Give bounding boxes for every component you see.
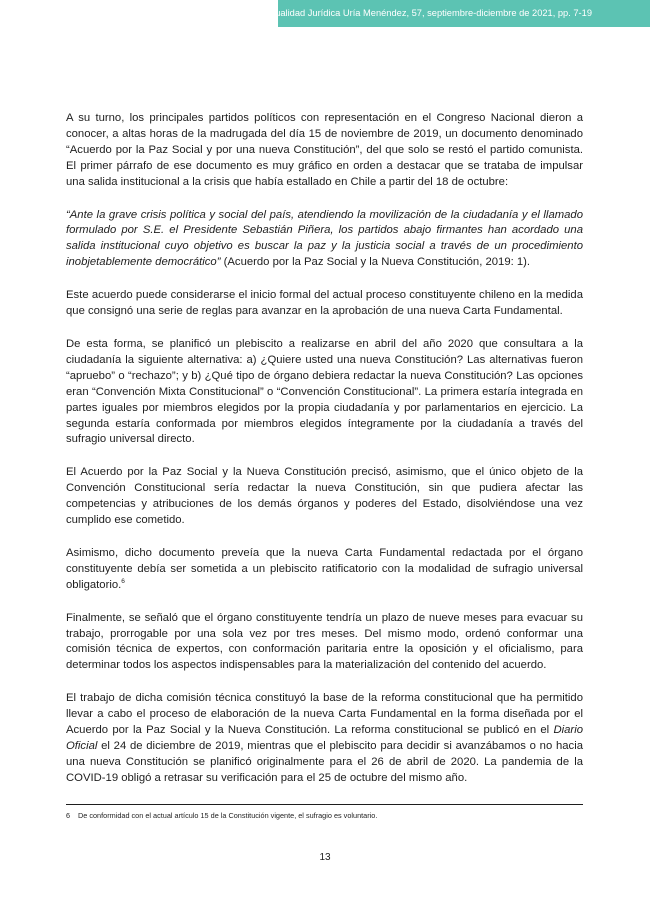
paragraph-1: A su turno, los principales partidos políticos con representación en el Congreso Nacional dieron a conocer, a altas horas de la madrugada del día 15 de noviembre de 2019, un documento denominado “Acuerdo por la Paz Social y por una nueva Constitución”, del que solo se restó el partido comunista. El primer párrafo de ese documento es muy gráfico en orden a destacar que se trataba de impulsar una salida institucional a la crisis que había estallado en Chile a partir del 18 de octubre: xyxy=(66,112,583,188)
paragraph-4: El Acuerdo por la Paz Social y la Nueva Constitución precisó, asimismo, que el único objeto de la Convención Constitucional sería redactar la nueva Constitución, sin que pudiera afectar las competencias y atribuciones de los demás órganos y poderes del Estado, disolviéndose una vez cumplido ese cometido. xyxy=(66,466,583,527)
paragraph-3: De esta forma, se planificó un plebiscito a realizarse en abril del año 2020 que consultara a la ciudadanía la siguiente alternativa: a) ¿Quiere usted una nueva Constitución? Las alternativas fueron “apruebo” o “rechazo”; y b) ¿Qué tipo de órgano debiera redactar la nueva Constitución? Las opciones eran “Convención Mixta Constitucional” o “Convención Constitucional”. La primera estaría integrada en partes iguales por miembros elegidos por la propia ciudadanía y por parlamentarios en ejercicio. La segunda estaría conformada por miembros elegidos íntegramente por la ciudadanía a través del sufragio universal directo. xyxy=(66,337,583,446)
paragraph-2: Este acuerdo puede considerarse el inicio formal del actual proceso constituyente chileno en la medida que consignó una serie de reglas para avanzar en la aprobación de una nueva Carta Fundamental. xyxy=(66,289,583,318)
paragraph-5 xyxy=(66,546,583,594)
paragraph-7-text-b: el 24 de diciembre de 2019, mientras que el plebiscito para decidir si avanzábamos o no hacia una nueva Constitución se planificó originalmente para el 26 de abril de 2020. La pandemia de la COVID-19 obligó a retrasar su verificación para el 25 de octubre del mismo año. xyxy=(66,740,583,784)
paragraph-5-text: Asimismo, dicho documento preveía que la nueva Carta Fundamental redactada por el órgano constituyente debía ser sometida a un plebiscito ratificatorio con la modalidad de sufragio universal obligatorio. xyxy=(66,546,583,591)
footnote-divider xyxy=(66,804,583,805)
quote-text: “Ante la grave crisis política y social del país, atendiendo la movilización de la ciudadanía y el llamado formulado por S.E. el Presidente Sebastián Piñera, los partidos abajo firmantes han acordado una salida institucional cuyo objetivo es buscar la paz y la justicia social a través de un procedimiento inobjetablemente democrático” xyxy=(66,208,583,269)
quote-citation: (Acuerdo por la Paz Social y la Nueva Constitución, 2019: 1). xyxy=(220,256,531,269)
paragraph-7 xyxy=(66,691,583,786)
quote-paragraph xyxy=(66,208,583,272)
running-header-text: Actualidad Jurídica Uría Menéndez, 57, septiembre-diciembre de 2021, pp. 7-19 xyxy=(261,8,592,18)
running-header-band xyxy=(261,0,650,27)
page-number: 13 xyxy=(319,852,331,863)
paragraph-7-text-a: El trabajo de dicha comisión técnica constituyó la base de la reforma constitucional que ha permitido llevar a cabo el proceso de elaboración de la nueva Carta Fundamental en la forma diseñada por el Acuerdo por la Paz Social y la Nueva Constitución. La reforma constitucional se publicó en el xyxy=(66,692,583,737)
footnote-reference[interactable]: 6 xyxy=(121,577,125,585)
footnote-text: De conformidad con el actual artículo 15 de la Constitución vigente, el sufragio es voluntario. xyxy=(78,811,378,820)
paragraph-6: Finalmente, se señaló que el órgano constituyente tendría un plazo de nueve meses para evacuar su trabajo, prorrogable por una sola vez por tres meses. Del mismo modo, ordenó conformar una comisión técnica de expertos, con conformación paritaria entre la oposición y el oficialismo, para determinar todos los aspectos indispensables para la materialización del contenido del acuerdo. xyxy=(66,611,583,672)
footnote-number: 6 xyxy=(66,811,71,820)
footnote xyxy=(66,811,583,821)
paragraph-7-italic: Diario Oficial xyxy=(66,724,583,752)
article-body xyxy=(66,111,583,804)
